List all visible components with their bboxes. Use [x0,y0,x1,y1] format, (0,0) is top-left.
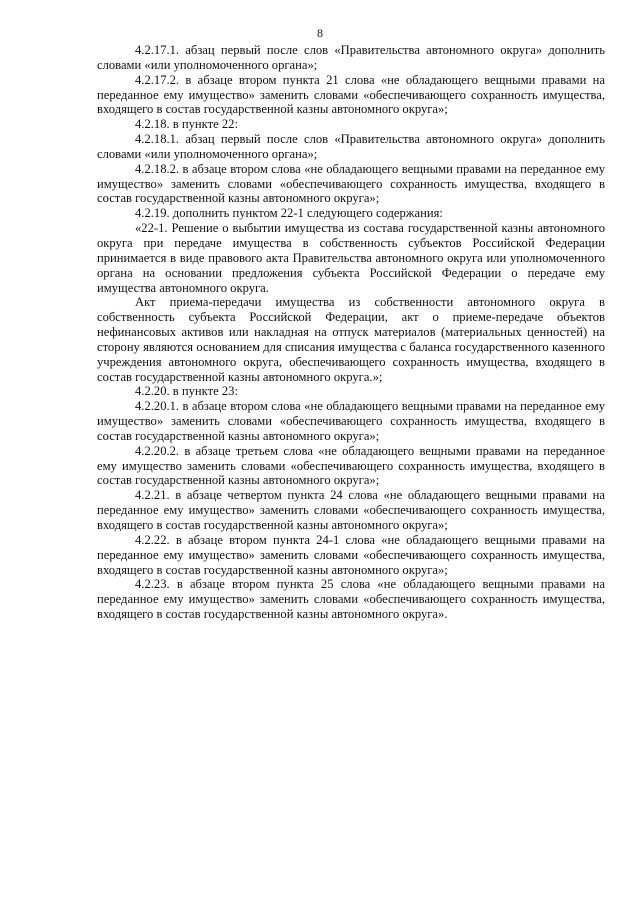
paragraph-4-2-17-2: 4.2.17.2. в абзаце втором пункта 21 слова «не обладающего вещными правами на переданное ему имущество» заменить словами «обеспечивающего сохранность имущества, входящего в состав государственной казны автономного округа»; [97,72,605,117]
document-body [97,43,605,622]
paragraph-4-2-17-1: 4.2.17.1. абзац первый после слов «Правительства автономного округа» дополнить словами «или уполномоченного органа»; [97,43,605,72]
paragraph-22-1-transfer-act: Акт приема-передачи имущества из собственности автономного округа в собственность субъекта Российской Федерации, акт о приеме-передаче объектов нефинансовых активов или накладная на отпуск материалов (материальных ценностей) на сторону являются основанием для списания имущества с баланса государственного казенного учреждения автономного округа, обеспечивающего сохранность имущества, входящего в состав государственной казны автономного округа.»; [97,295,605,384]
paragraph-4-2-22: 4.2.22. в абзаце втором пункта 24-1 слова «не обладающего вещными правами на переданное ему имущество» заменить словами «обеспечивающего сохранность имущества, входящего в состав государственной казны автономного округа»; [97,532,605,577]
paragraph-4-2-18: 4.2.18. в пункте 22: [135,117,238,132]
paragraph-4-2-21: 4.2.21. в абзаце четвертом пункта 24 слова «не обладающего вещными правами на переданное ему имущество» заменить словами «обеспечивающего сохранность имущества, входящего в состав государственной казны автономного округа»; [97,488,605,532]
paragraph-4-2-23: 4.2.23. в абзаце втором пункта 25 слова «не обладающего вещными правами на переданное ему имущество» заменить словами «обеспечивающего сохранность имущества, входящего в состав государственной казны автономного округа». [97,577,605,622]
paragraph-4-2-20-1: 4.2.20.1. в абзаце втором слова «не обладающего вещными правами на переданное ему имущество» заменить словами «обеспечивающего сохранность имущества, входящего в состав государственной казны автономного округа»; [97,399,605,443]
paragraph-4-2-20: 4.2.20. в пункте 23: [135,384,238,399]
paragraph-4-2-18-1: 4.2.18.1. абзац первый после слов «Правительства автономного округа» дополнить словами «или уполномоченного органа»; [97,132,605,161]
paragraph-4-2-19: 4.2.19. дополнить пунктом 22-1 следующего содержания: [135,206,443,221]
page-number: 8 [317,26,323,40]
paragraph-22-1-decision: «22-1. Решение о выбытии имущества из состава государственной казны автономного округа при передаче имущества в собственность субъектов Российской Федерации принимается в виде правового акта Правительства автономного округа или уполномоченного органа на основании предложения субъекта Российской Федерации о передаче ему имущества автономного округа. [97,221,605,295]
paragraph-4-2-18-2: 4.2.18.2. в абзаце втором слова «не обладающего вещными правами на переданное ему имущество» заменить словами «обеспечивающего сохранность имущества, входящего в состав государственной казны автономного округа»; [97,161,605,206]
paragraph-4-2-20-2: 4.2.20.2. в абзаце третьем слова «не обладающего вещными правами на переданное ему имущество заменить словами «обеспечивающего сохранность имущества, входящего в состав государственной казны автономного округа»; [97,443,605,488]
